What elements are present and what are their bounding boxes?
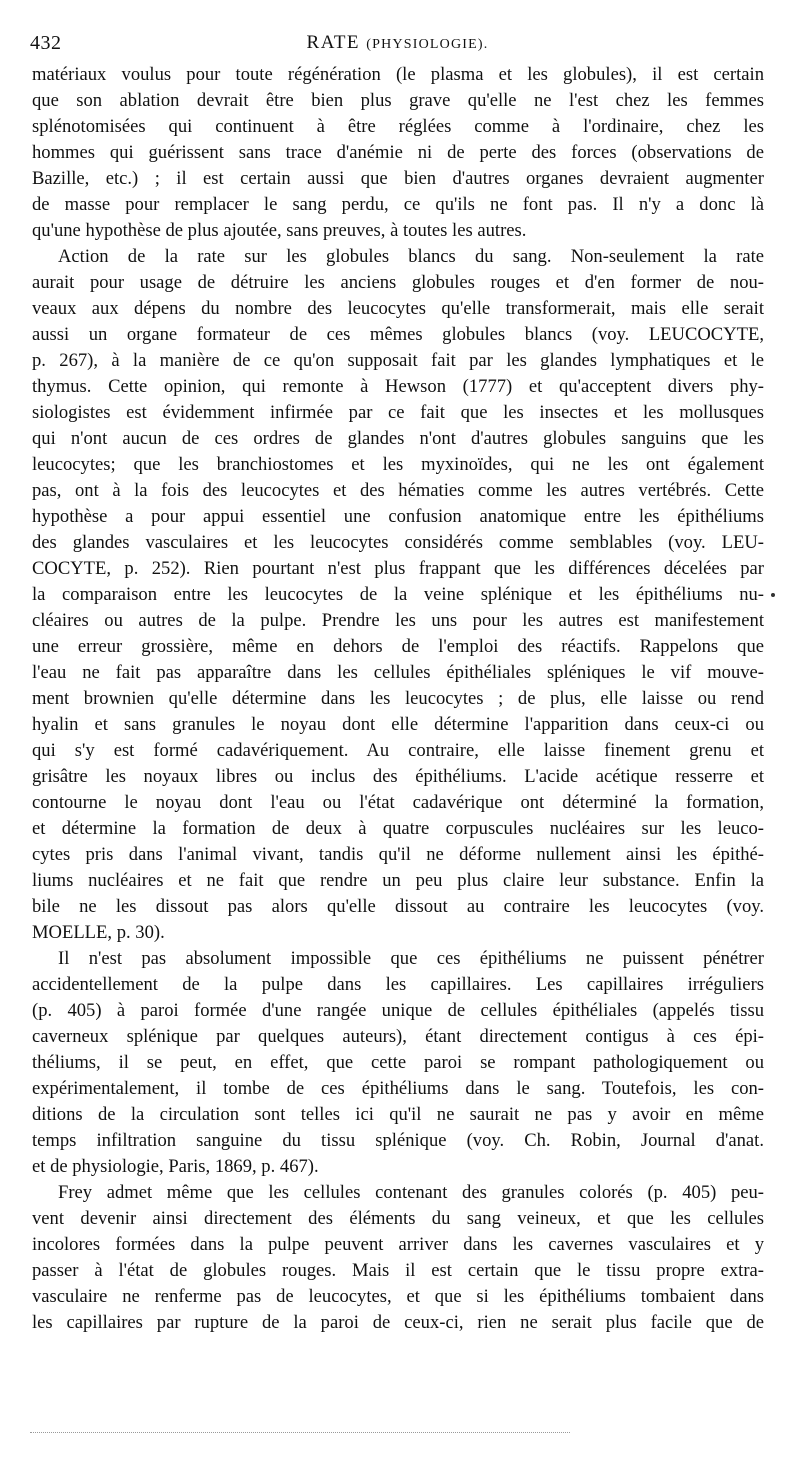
text-line: qui s'y est formé cadavériquement. Au contraire, elle laisse finement grenu et (32, 740, 764, 761)
text-line: liums nucléaires et ne fait que rendre un peu plus claire leur substance. Enfin la (32, 870, 764, 891)
text-line: COCYTE, p. 252). Rien pourtant n'est plus frappant que les différences décelées par (32, 558, 764, 579)
text-line: passer à l'état de globules rouges. Mais il est certain que le tissu propre extra- (32, 1260, 764, 1281)
text-line: la comparaison entre les leucocytes de la veine splénique et les épithéliums nu- (32, 584, 764, 605)
text-line: hyalin et sans granules le noyau dont elle détermine l'apparition dans ceux-ci ou (32, 714, 764, 735)
text-line: caverneux splénique par quelques auteurs), étant directement contigus à ces épi- (32, 1026, 764, 1047)
text-line: contourne le noyau dont l'eau ou l'état cadavérique ont déterminé la formation, (32, 792, 764, 813)
text-line: bile ne les dissout pas alors qu'elle dissout au contraire les leucocytes (voy. (32, 896, 764, 917)
text-line: les capillaires par rupture de la paroi de ceux-ci, rien ne serait plus facile que de (32, 1312, 764, 1333)
text-line: incolores formées dans la pulpe peuvent arriver dans les cavernes vasculaires et y (32, 1234, 764, 1255)
page-number: 432 (30, 32, 62, 54)
text-line: l'eau ne fait pas apparaître dans les cellules épithéliales spléniques le vif mouve- (32, 662, 764, 683)
text-line: Bazille, etc.) ; il est certain aussi que bien d'autres organes devraient augmenter (32, 168, 764, 189)
text-line: leucocytes; que les branchiostomes et les myxinoïdes, qui ne les ont également (32, 454, 764, 475)
text-line: théliums, il se peut, en effet, que cette paroi se rompant pathologiquement ou (32, 1052, 764, 1073)
text-line: ditions de la circulation sont telles ici qu'il ne saurait ne pas y avoir en même (32, 1104, 764, 1125)
text-line: MOELLE, p. 30). (32, 922, 165, 943)
running-head-subtitle: (PHYSIOLOGIE). (366, 37, 489, 52)
text-line: splénotomisées qui continuent à être réglées comme à l'ordinaire, chez les (32, 116, 764, 137)
text-line: de masse pour remplacer le sang perdu, ce qu'ils ne font pas. Il n'y a donc là (32, 194, 764, 215)
text-line: cytes pris dans l'animal vivant, tandis qu'il ne déforme nullement ainsi les épithé- (32, 844, 764, 865)
text-line: pas, ont à la fois des leucocytes et des hématies comme les autres vertébrés. Cette (32, 480, 764, 501)
text-line: matériaux voulus pour toute régénération (le plasma et les globules), il est certain (32, 64, 764, 85)
text-line: et de physiologie, Paris, 1869, p. 467). (32, 1156, 319, 1177)
text-line: ment brownien qu'elle détermine dans les leucocytes ; de plus, elle laisse ou rend (32, 688, 764, 709)
text-line: thymus. Cette opinion, qui remonte à Hewson (1777) et qu'acceptent divers phy- (32, 376, 764, 397)
text-line: Action de la rate sur les globules blancs du sang. Non-seulement la rate (58, 246, 764, 267)
body-text (32, 62, 764, 1336)
running-head-title: RATE (306, 32, 361, 53)
text-line: temps infiltration sanguine du tissu splénique (voy. Ch. Robin, Journal d'anat. (32, 1130, 764, 1151)
text-line: aurait pour usage de détruire les anciens globules rouges et d'en former de nou- (32, 272, 764, 293)
text-line: qui n'ont aucun de ces ordres de glandes n'ont d'autres globules sanguins que les (32, 428, 764, 449)
text-line: Il n'est pas absolument impossible que ces épithéliums ne puissent pénétrer (58, 948, 764, 969)
text-line: hypothèse a pour appui essentiel une confusion anatomique entre les épithéliums (32, 506, 764, 527)
text-line: aussi un organe formateur de ces mêmes globules blancs (voy. LEUCOCYTE, (32, 324, 764, 345)
text-line: une erreur grossière, même en dehors de l'emploi des réactifs. Rappelons que (32, 636, 764, 657)
footer-rule (30, 1432, 570, 1436)
text-line: accidentellement de la pulpe dans les capillaires. Les capillaires irréguliers (32, 974, 764, 995)
text-line: (p. 405) à paroi formée d'une rangée unique de cellules épithéliales (appelés tissu (32, 1000, 764, 1021)
text-line: et détermine la formation de deux à quatre corpuscules nucléaires sur les leuco- (32, 818, 764, 839)
text-line: hommes qui guérissent sans trace d'anémie ni de perte des forces (observations de (32, 142, 764, 163)
running-head (30, 32, 765, 54)
text-line: veaux aux dépens du nombre des leucocytes qu'elle transformerait, mais elle serait (32, 298, 764, 319)
text-line: siologistes est évidemment infirmée par ce fait que les insectes et les mollusques (32, 402, 764, 423)
text-line: Frey admet même que les cellules contenant des granules colorés (p. 405) peu- (58, 1182, 764, 1203)
text-line: cléaires ou autres de la pulpe. Prendre les uns pour les autres est manifestement (32, 610, 764, 631)
text-line: des glandes vasculaires et les leucocytes considérés comme semblables (voy. LEU- (32, 532, 764, 553)
text-line: grisâtre les noyaux libres ou inclus des épithéliums. L'acide acétique resserre et (32, 766, 764, 787)
text-line: qu'une hypothèse de plus ajoutée, sans preuves, à toutes les autres. (32, 220, 527, 241)
text-line: vent devenir ainsi directement des éléments du sang veineux, et que les cellules (32, 1208, 764, 1229)
text-line: que son ablation devrait être bien plus grave qu'elle ne l'est chez les femmes (32, 90, 764, 111)
margin-dot (771, 593, 775, 597)
page-header (30, 32, 765, 58)
text-line: vasculaire ne renferme pas de leucocytes, et que si les épithéliums tombaient dans (32, 1286, 764, 1307)
text-line: expérimentalement, il tombe de ces épithéliums dans le sang. Toutefois, les con- (32, 1078, 764, 1099)
text-line: p. 267), à la manière de ce qu'on supposait fait par les glandes lymphatiques et le (32, 350, 764, 371)
